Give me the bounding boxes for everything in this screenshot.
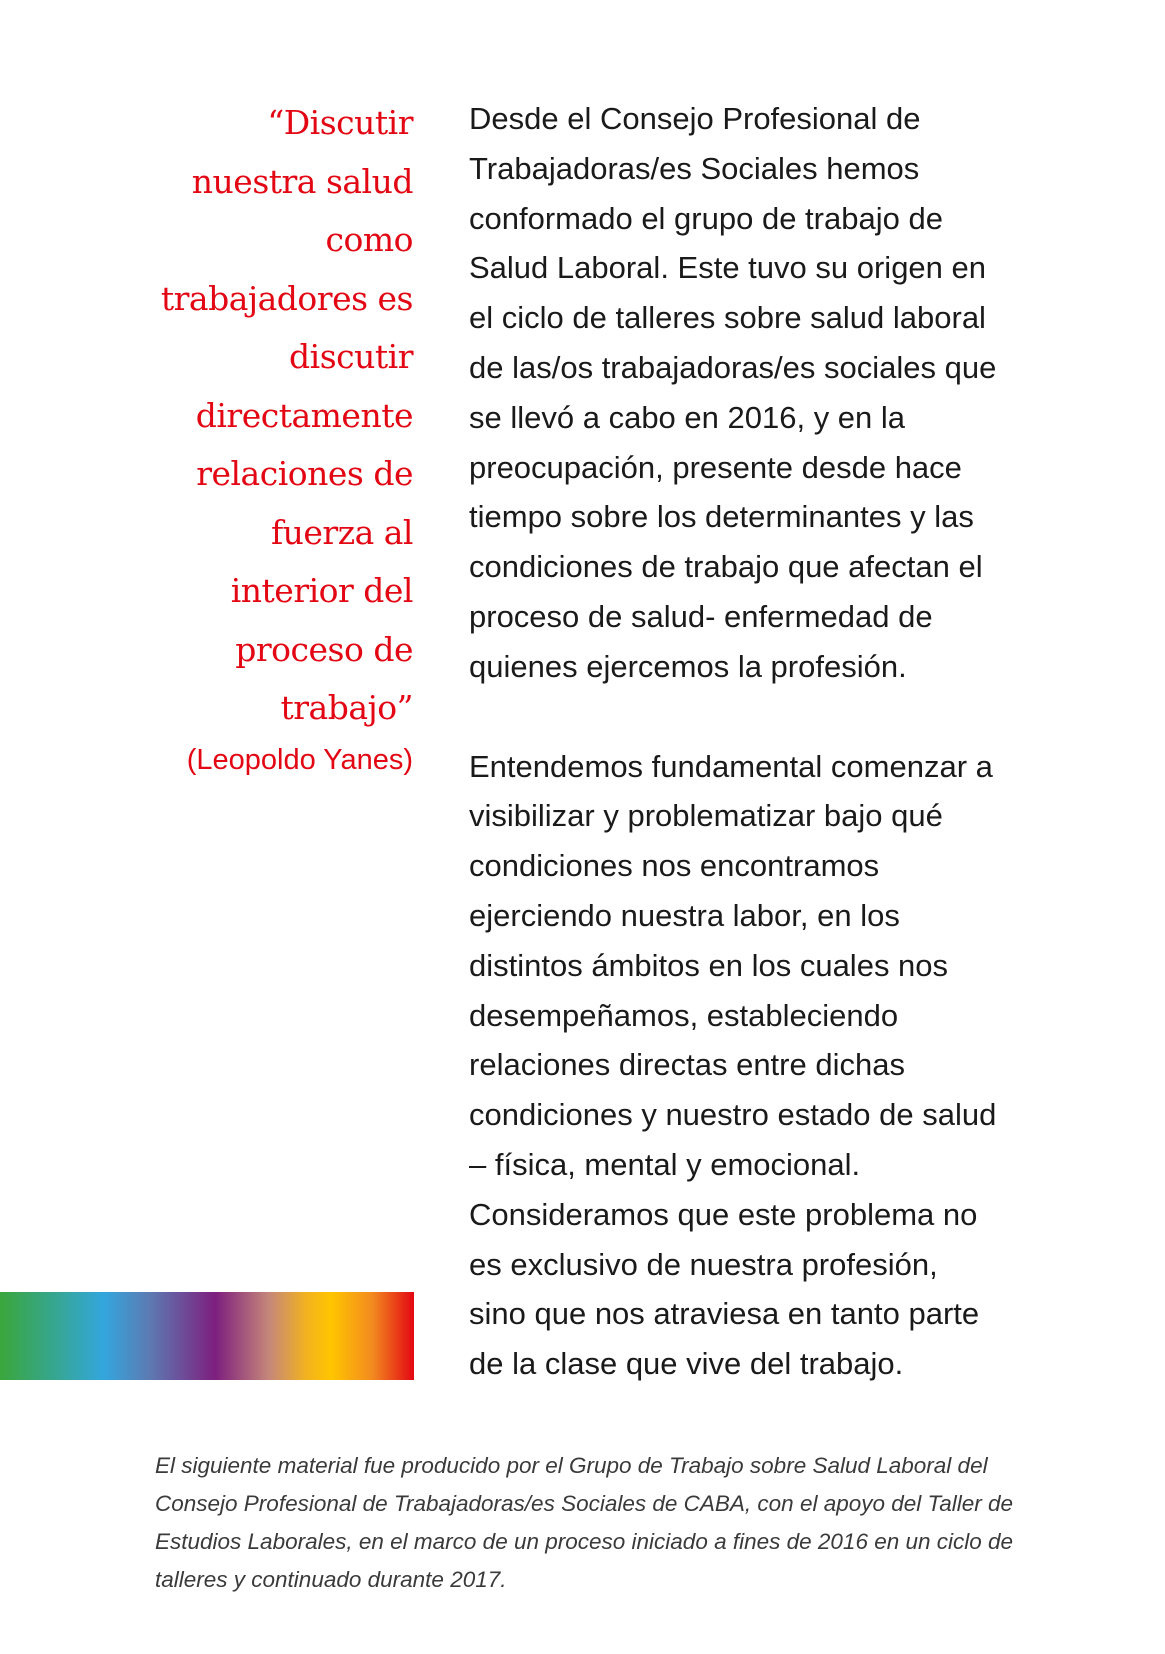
quote-line: nuestra salud (191, 161, 413, 201)
body-line: – física, mental y emocional. (469, 1146, 861, 1182)
footer-line: talleres y continuado durante 2017. (155, 1567, 507, 1592)
body-line: el ciclo de talleres sobre salud laboral (469, 300, 986, 336)
body-line: tiempo sobre los determinantes y las (469, 499, 974, 535)
body-line: relaciones directas entre dichas (469, 1047, 905, 1083)
body-line: se llevó a cabo en 2016, y en la (469, 399, 906, 435)
quote-line: interior del (230, 571, 413, 610)
body-paragraph-2 (469, 742, 1129, 1389)
footer-line: El siguiente material fue producido por el Grupo de Trabajo sobre Salud Laboral del (155, 1453, 988, 1478)
body-line: Consideramos que este problema no (469, 1196, 978, 1232)
quote-line: “Discutir (267, 103, 413, 142)
quote-line: discutir (289, 337, 413, 376)
body-line: sino que nos atraviesa en tanto parte (469, 1296, 980, 1332)
body-line: Desde el Consejo Profesional de (469, 101, 921, 136)
quote-line: fuerza al (270, 512, 413, 552)
body-line: condiciones y nuestro estado de salud (469, 1097, 997, 1133)
body-line: conformado el grupo de trabajo de (469, 200, 943, 236)
body-line: preocupación, presente desde hace (469, 449, 962, 485)
rainbow-gradient-bar (0, 1292, 414, 1380)
quote-line: directamente (195, 395, 413, 435)
quote-line: relaciones de (196, 454, 413, 493)
body-line: es exclusivo de nuestra profesión, (469, 1246, 938, 1282)
quote-line: trabajadores es (160, 278, 413, 318)
body-line: condiciones de trabajo que afectan el (469, 549, 983, 585)
pull-quote (90, 94, 413, 778)
footer-note (155, 1447, 1115, 1599)
body-line: visibilizar y problematizar bajo qué (469, 798, 943, 834)
body-line: de la clase que vive del trabajo. (469, 1346, 904, 1382)
quote-author: (Leopoldo Yanes) (186, 743, 413, 776)
body-line: ejerciendo nuestra labor, en los (469, 897, 900, 933)
body-line: Salud Laboral. Este tuvo su origen en (469, 250, 987, 286)
footer-line: Estudios Laborales, en el marco de un proceso iniciado a fines de 2016 en un ciclo de (155, 1529, 1014, 1554)
body-line: Entendemos fundamental comenzar a (469, 748, 993, 784)
quote-line: trabajo” (280, 688, 413, 727)
body-line: de las/os trabajadoras/es sociales que (469, 349, 997, 385)
body-line: quienes ejercemos la profesión. (469, 648, 907, 684)
body-line: Trabajadoras/es Sociales hemos (469, 150, 920, 186)
quote-line: proceso de (235, 629, 413, 669)
body-line: distintos ámbitos en los cuales nos (469, 947, 949, 983)
quote-line: como (325, 220, 413, 259)
body-text (469, 94, 1129, 1389)
body-line: condiciones nos encontramos (469, 848, 880, 884)
body-line: desempeñamos, estableciendo (469, 997, 899, 1033)
body-line: proceso de salud- enfermedad de (469, 598, 933, 634)
footer-line: Consejo Profesional de Trabajadoras/es Sociales de CABA, con el apoyo del Taller de (155, 1491, 1014, 1516)
body-paragraph-1 (469, 94, 1129, 692)
